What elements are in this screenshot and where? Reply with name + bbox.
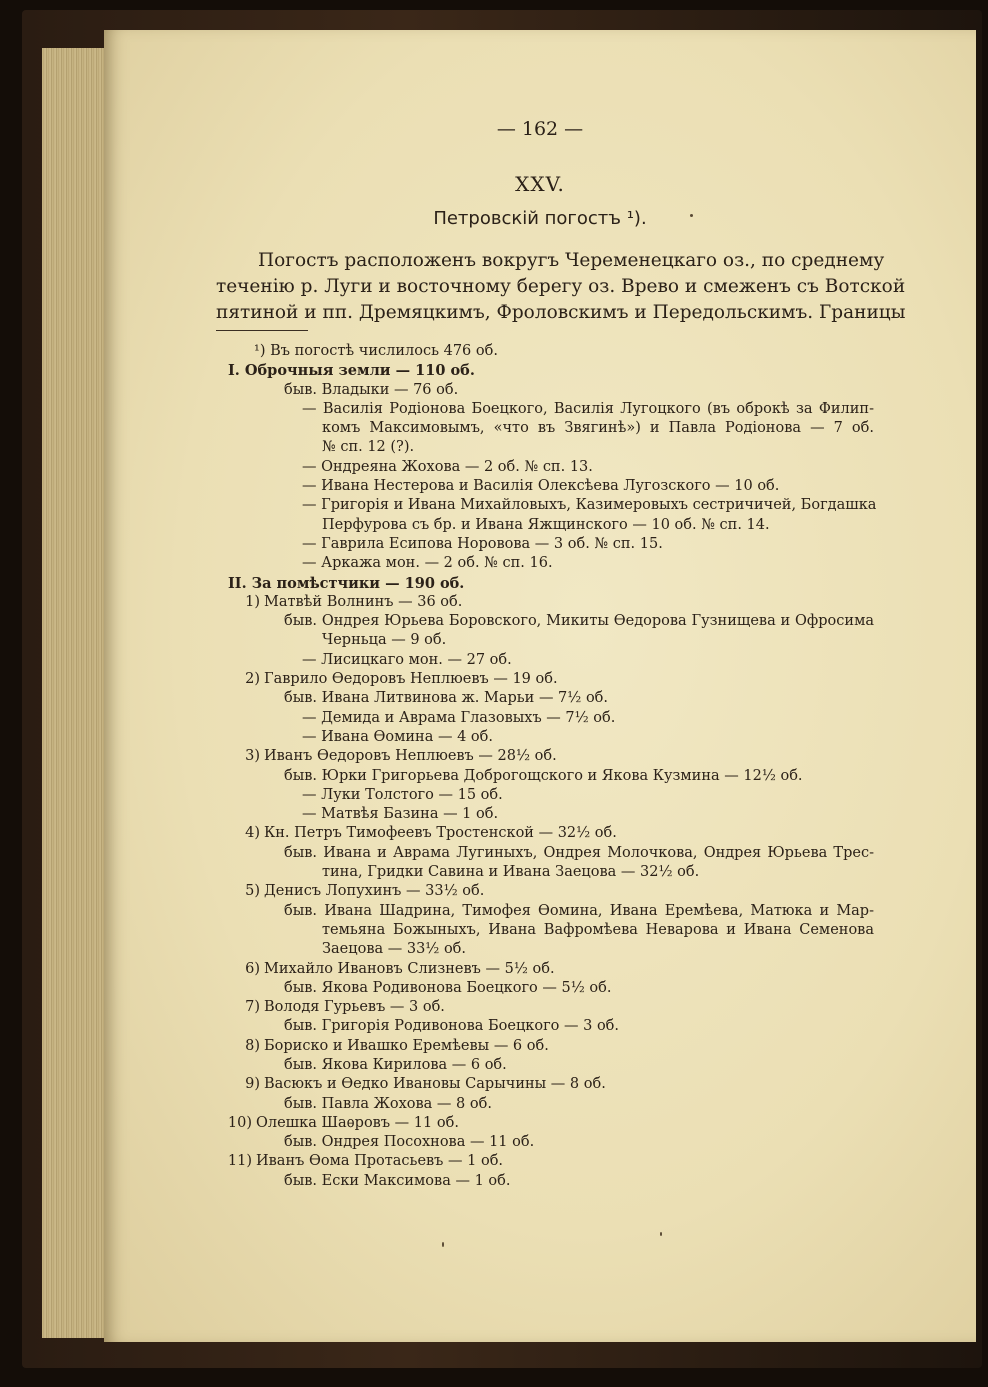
section-heading: I. Оброчныя земли — 110 об. bbox=[228, 362, 475, 380]
paragraph-line: Погостъ расположенъ вокругъ Череменецкаго оз., по среднему bbox=[258, 250, 885, 271]
footnote-line: — Ондреяна Жохова — 2 об. № сп. 13. bbox=[302, 458, 593, 475]
paper-speck bbox=[660, 1232, 662, 1236]
footnote-line: Перфурова съ бр. и Ивана Яжщинского — 10 об. № сп. 14. bbox=[322, 516, 770, 533]
entry-number: 10) bbox=[227, 1114, 252, 1131]
footnote-line: — Василія Родіонова Боецкого, Василія Лугоцкого (въ оброкѣ за Филип- bbox=[302, 400, 874, 417]
entry-number: 3) bbox=[245, 748, 260, 765]
footnote-line: тина, Гридки Савина и Ивана Заецова — 32½ об. bbox=[322, 864, 700, 881]
footnote-line: № сп. 12 (?). bbox=[322, 439, 415, 456]
paragraph-line: пятиной и пп. Дремяцкимъ, Фроловскимъ и Передольскимъ. Границы bbox=[216, 302, 906, 323]
footnote-line: быв. Якова Кирилова — 6 об. bbox=[284, 1056, 507, 1073]
paper-speck bbox=[690, 214, 693, 217]
footnote-intro: ¹) Въ погостѣ числилось 476 об. bbox=[254, 343, 498, 359]
entry-number: 6) bbox=[245, 960, 260, 977]
footnote-line: — Аркажа мон. — 2 об. № сп. 16. bbox=[302, 555, 553, 572]
footnote bbox=[227, 342, 877, 1191]
main-paragraph bbox=[216, 248, 906, 326]
entry-name: Денисъ Лопухинъ — 33½ об. bbox=[264, 883, 485, 900]
footnote-line: — Демида и Аврама Глазовыхъ — 7½ об. bbox=[302, 709, 616, 726]
footnote-line: быв. Ивана Шадрина, Тимофея Өомина, Ивана Еремѣева, Матюка и Мар- bbox=[284, 902, 874, 919]
entry-number: 2) bbox=[245, 671, 260, 688]
footnote-line: быв. Владыки — 76 об. bbox=[284, 381, 459, 398]
book-page bbox=[104, 30, 976, 1342]
entry-number: 7) bbox=[245, 999, 260, 1016]
section-heading: II. За помѣстчики — 190 об. bbox=[228, 574, 465, 592]
paragraph-line: теченію р. Луги и восточному берегу оз. Врево и смеженъ съ Вотской bbox=[216, 276, 906, 297]
footnote-divider bbox=[216, 330, 308, 331]
entry-number: 8) bbox=[245, 1037, 260, 1054]
paper-speck bbox=[442, 1242, 444, 1247]
footnote-line: быв. Якова Родивонова Боецкого — 5½ об. bbox=[284, 979, 612, 996]
footnote-line: быв. Павла Жохова — 8 об. bbox=[284, 1095, 492, 1112]
entry-name: Бориско и Ивашко Еремѣевы — 6 об. bbox=[264, 1037, 549, 1054]
footnote-line: — Матвѣя Базина — 1 об. bbox=[302, 806, 499, 823]
footnote-line: быв. Григорія Родивонова Боецкого — 3 об. bbox=[284, 1018, 620, 1035]
entry-name: Гаврило Өедоровъ Неплюевъ — 19 об. bbox=[264, 671, 558, 688]
entry-name: Кн. Петръ Тимофеевъ Тростенской — 32½ об. bbox=[264, 825, 617, 842]
footnote-line: — Григорія и Ивана Михайловыхъ, Казимеровыхъ сестричичей, Богдашка bbox=[302, 497, 877, 514]
footnote-line: — Гаврила Есипова Норовова — 3 об. № сп. 15. bbox=[302, 535, 663, 552]
entry-name: Васюкъ и Өедко Ивановы Сарычины — 8 об. bbox=[264, 1076, 606, 1093]
footnote-line: — Луки Толстого — 15 об. bbox=[302, 786, 503, 803]
footnote-line: быв. Ондрея Юрьева Боровского, Микиты Өедорова Гузнищева и Офросима bbox=[284, 613, 874, 630]
page-number: — 162 — bbox=[496, 118, 584, 140]
footnote-line: быв. Ондрея Посохнова — 11 об. bbox=[284, 1134, 535, 1151]
footnote-line: быв. Ивана Литвинова ж. Марьи — 7½ об. bbox=[284, 690, 609, 707]
entry-name: Олешка Шаѳровъ — 11 об. bbox=[256, 1114, 459, 1131]
footnote-line: — Ивана Өомина — 4 об. bbox=[302, 728, 493, 745]
entry-number: 5) bbox=[245, 883, 260, 900]
entry-name: Иванъ Өома Протасьевъ — 1 об. bbox=[256, 1153, 504, 1170]
entry-name: Михайло Ивановъ Слизневъ — 5½ об. bbox=[264, 960, 555, 977]
footnote-line: быв. Ески Максимова — 1 об. bbox=[284, 1172, 511, 1189]
chapter-number: XXV. bbox=[515, 172, 565, 196]
entry-number: 1) bbox=[245, 593, 260, 610]
footnote-line: — Лисицкаго мон. — 27 об. bbox=[302, 651, 512, 668]
footnote-line: комъ Максимовымъ, «что въ Звягинѣ») и Павла Родіонова — 7 об. bbox=[322, 420, 874, 437]
entry-name: Матвѣй Волнинъ — 36 об. bbox=[264, 593, 463, 610]
page-edges bbox=[42, 48, 108, 1338]
entry-name: Иванъ Өедоровъ Неплюевъ — 28½ об. bbox=[264, 748, 557, 765]
entry-number: 4) bbox=[245, 825, 260, 842]
section-title: Петровскій погостъ ¹). bbox=[433, 208, 647, 229]
footnote-line: — Ивана Нестерова и Василія Олексѣева Лугозского — 10 об. bbox=[302, 478, 780, 495]
footnote-line: Черньца — 9 об. bbox=[322, 632, 447, 649]
entry-number: 11) bbox=[227, 1153, 252, 1170]
footnote-line: Заецова — 33½ об. bbox=[322, 941, 467, 958]
footnote-line: быв. Ивана и Аврама Лугиныхъ, Ондрея Молочкова, Ондрея Юрьева Трес- bbox=[284, 844, 874, 861]
footnote-line: темьяна Божыныхъ, Ивана Вафромѣева Неварова и Ивана Семенова bbox=[322, 921, 874, 938]
entry-number: 9) bbox=[245, 1076, 260, 1093]
entry-name: Володя Гурьевъ — 3 об. bbox=[264, 999, 445, 1016]
footnote-line: быв. Юрки Григорьева Доброгощского и Якова Кузмина — 12½ об. bbox=[284, 767, 803, 784]
